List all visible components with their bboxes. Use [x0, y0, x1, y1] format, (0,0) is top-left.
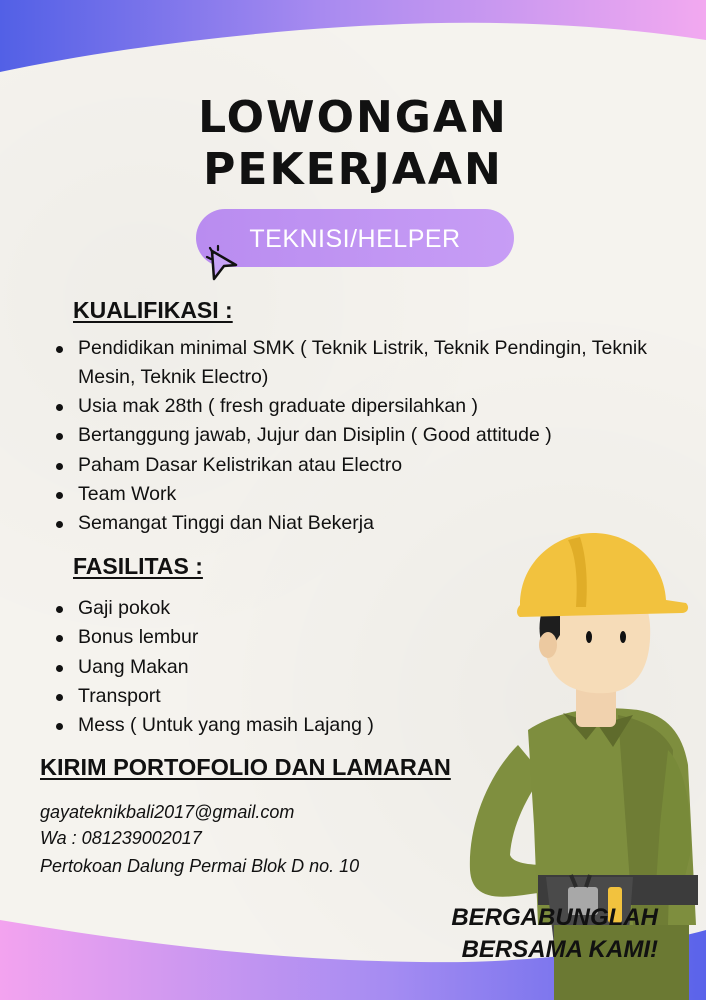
- title-line-1: LOWONGAN: [198, 92, 508, 143]
- send-application-heading: KIRIM PORTOFOLIO DAN LAMARAN: [40, 754, 451, 780]
- kualifikasi-list: [52, 334, 652, 538]
- kualifikasi-item: Paham Dasar Kelistrikan atau Electro: [52, 451, 652, 480]
- cursor-icon: [204, 243, 244, 283]
- cta-line-2: BERSAMA KAMI!: [461, 936, 658, 963]
- top-wave-decoration: [0, 0, 706, 80]
- kualifikasi-item: Semangat Tinggi dan Niat Bekerja: [52, 509, 652, 538]
- contact-email[interactable]: gayateknikbali2017@gmail.com: [40, 802, 295, 822]
- fasilitas-item: Uang Makan: [52, 653, 472, 682]
- fasilitas-item: Transport: [52, 682, 472, 711]
- contact-address: Pertokoan Dalung Permai Blok D no. 10: [40, 856, 360, 876]
- kualifikasi-item: Bertanggung jawab, Jujur dan Disiplin ( Good attitude ): [52, 421, 652, 450]
- page-title: [0, 92, 706, 196]
- cta-join-text: [451, 902, 658, 966]
- kualifikasi-item: Team Work: [52, 480, 652, 509]
- kualifikasi-heading: KUALIFIKASI :: [73, 297, 233, 323]
- fasilitas-item: Mess ( Untuk yang masih Lajang ): [52, 711, 472, 740]
- fasilitas-item: Gaji pokok: [52, 594, 472, 623]
- position-label: TEKNISI/HELPER: [249, 225, 461, 253]
- kualifikasi-item: Usia mak 28th ( fresh graduate dipersilahkan ): [52, 392, 652, 421]
- title-line-2: PEKERJAAN: [203, 144, 503, 195]
- cta-line-1: BERGABUNGLAH: [451, 904, 658, 931]
- fasilitas-item: Bonus lembur: [52, 623, 472, 652]
- kualifikasi-item: Pendidikan minimal SMK ( Teknik Listrik, Teknik Pendingin, Teknik Mesin, Teknik Electro): [52, 334, 652, 392]
- contact-whatsapp[interactable]: Wa : 081239002017: [40, 828, 202, 848]
- fasilitas-list: [52, 594, 472, 740]
- fasilitas-heading: FASILITAS :: [73, 553, 203, 579]
